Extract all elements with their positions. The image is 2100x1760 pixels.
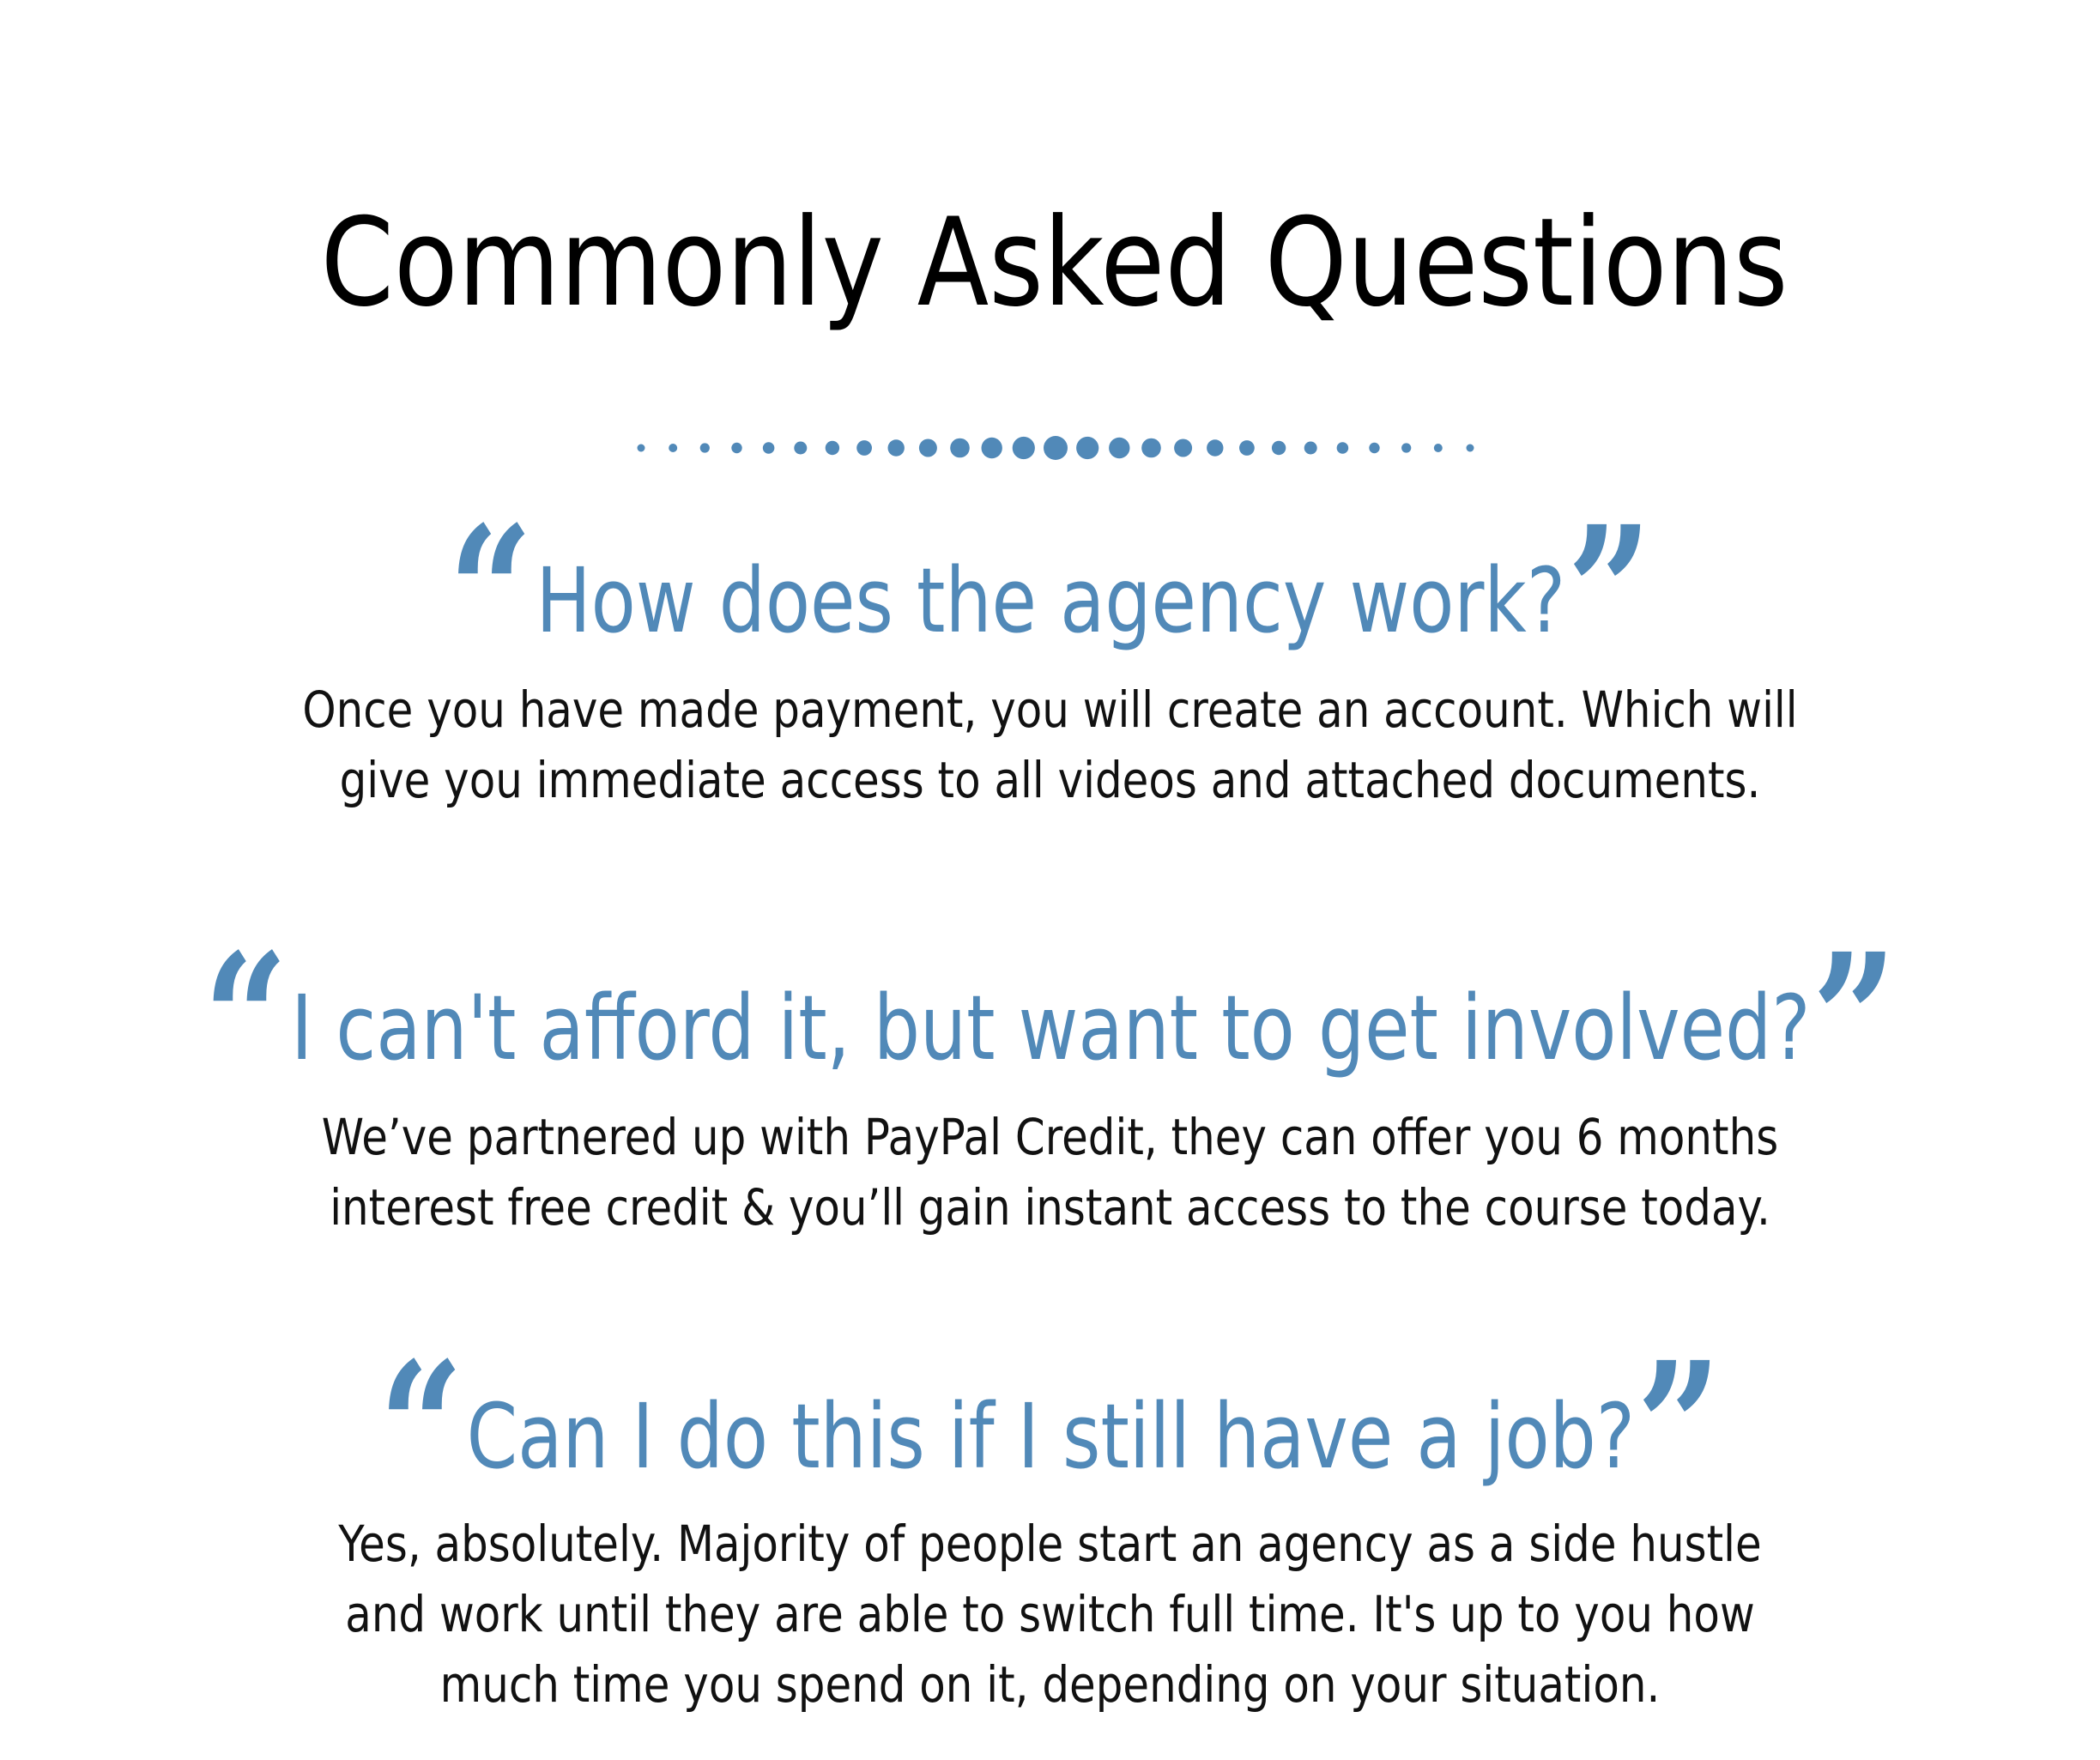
divider-dot	[888, 439, 905, 456]
divider-dot	[1207, 439, 1223, 456]
faq-answer-3-line-2: and work until they are able to switch full time. It's up to you how	[345, 1585, 1755, 1643]
divider-dot	[794, 442, 807, 455]
divider-dot	[763, 442, 775, 454]
divider-dot	[1337, 442, 1349, 454]
faq-answer-2-line-1: We’ve partnered up with PayPal Credit, they can offer you 6 months	[321, 1108, 1779, 1166]
divider-dot	[731, 443, 741, 453]
faq-answer-1-line-1: Once you have made payment, you will create an account. Which will	[302, 680, 1798, 739]
divider-dot	[1304, 442, 1317, 455]
open-quote-icon: “	[378, 1322, 464, 1534]
faq-answer-3	[147, 1509, 1952, 1720]
faq-answer-2-line-2: interest free credit & you’ll gain instant access to the course today.	[330, 1178, 1770, 1237]
divider-dot	[1369, 443, 1379, 453]
faq-answer-3-line-3: much time you spend on it, depending on your situation.	[439, 1655, 1661, 1714]
divider-dot	[856, 440, 872, 456]
faq-answer-3-line-1: Yes, absolutely. Majority of people start an agency as a side hustle	[338, 1515, 1762, 1573]
divider-dot	[1174, 439, 1192, 457]
faq-answer-1	[147, 674, 1952, 815]
faq-question-2-text: I can't afford it, but want to get involved?	[291, 976, 1811, 1080]
faq-answer-1-line-2: give you immediate access to all videos and attached documents.	[339, 751, 1761, 809]
open-quote-icon: “	[448, 487, 534, 699]
divider-dot	[1076, 437, 1098, 459]
faq-question-1-text: How does the agency work?	[536, 548, 1566, 653]
close-quote-icon: ”	[1636, 1322, 1722, 1534]
close-quote-icon: ”	[1812, 914, 1897, 1126]
divider-dot	[950, 438, 970, 458]
divider-dot	[700, 443, 710, 452]
divider-dot	[1401, 443, 1411, 452]
dotted-divider-icon	[0, 429, 2100, 467]
divider-dot	[1044, 436, 1068, 460]
faq-answer-2	[147, 1102, 1952, 1243]
divider-dot	[982, 438, 1002, 458]
divider-dot	[1272, 441, 1286, 455]
divider-dot	[1141, 438, 1161, 458]
close-quote-icon: ”	[1566, 487, 1652, 699]
page-title: Commonly Asked Questions	[320, 192, 1788, 334]
divider-dot	[1434, 444, 1443, 452]
divider-dot	[1239, 440, 1255, 456]
divider-dot	[1013, 437, 1035, 459]
divider-dot	[919, 439, 937, 457]
faq-question-3-text: Can I do this if I still have a job?	[466, 1384, 1636, 1489]
divider-dot	[638, 445, 645, 452]
divider-dot	[826, 441, 839, 455]
divider-dot	[669, 444, 677, 452]
divider-dot	[1109, 438, 1129, 458]
divider-dot	[1467, 445, 1474, 452]
open-quote-icon: “	[203, 914, 288, 1126]
